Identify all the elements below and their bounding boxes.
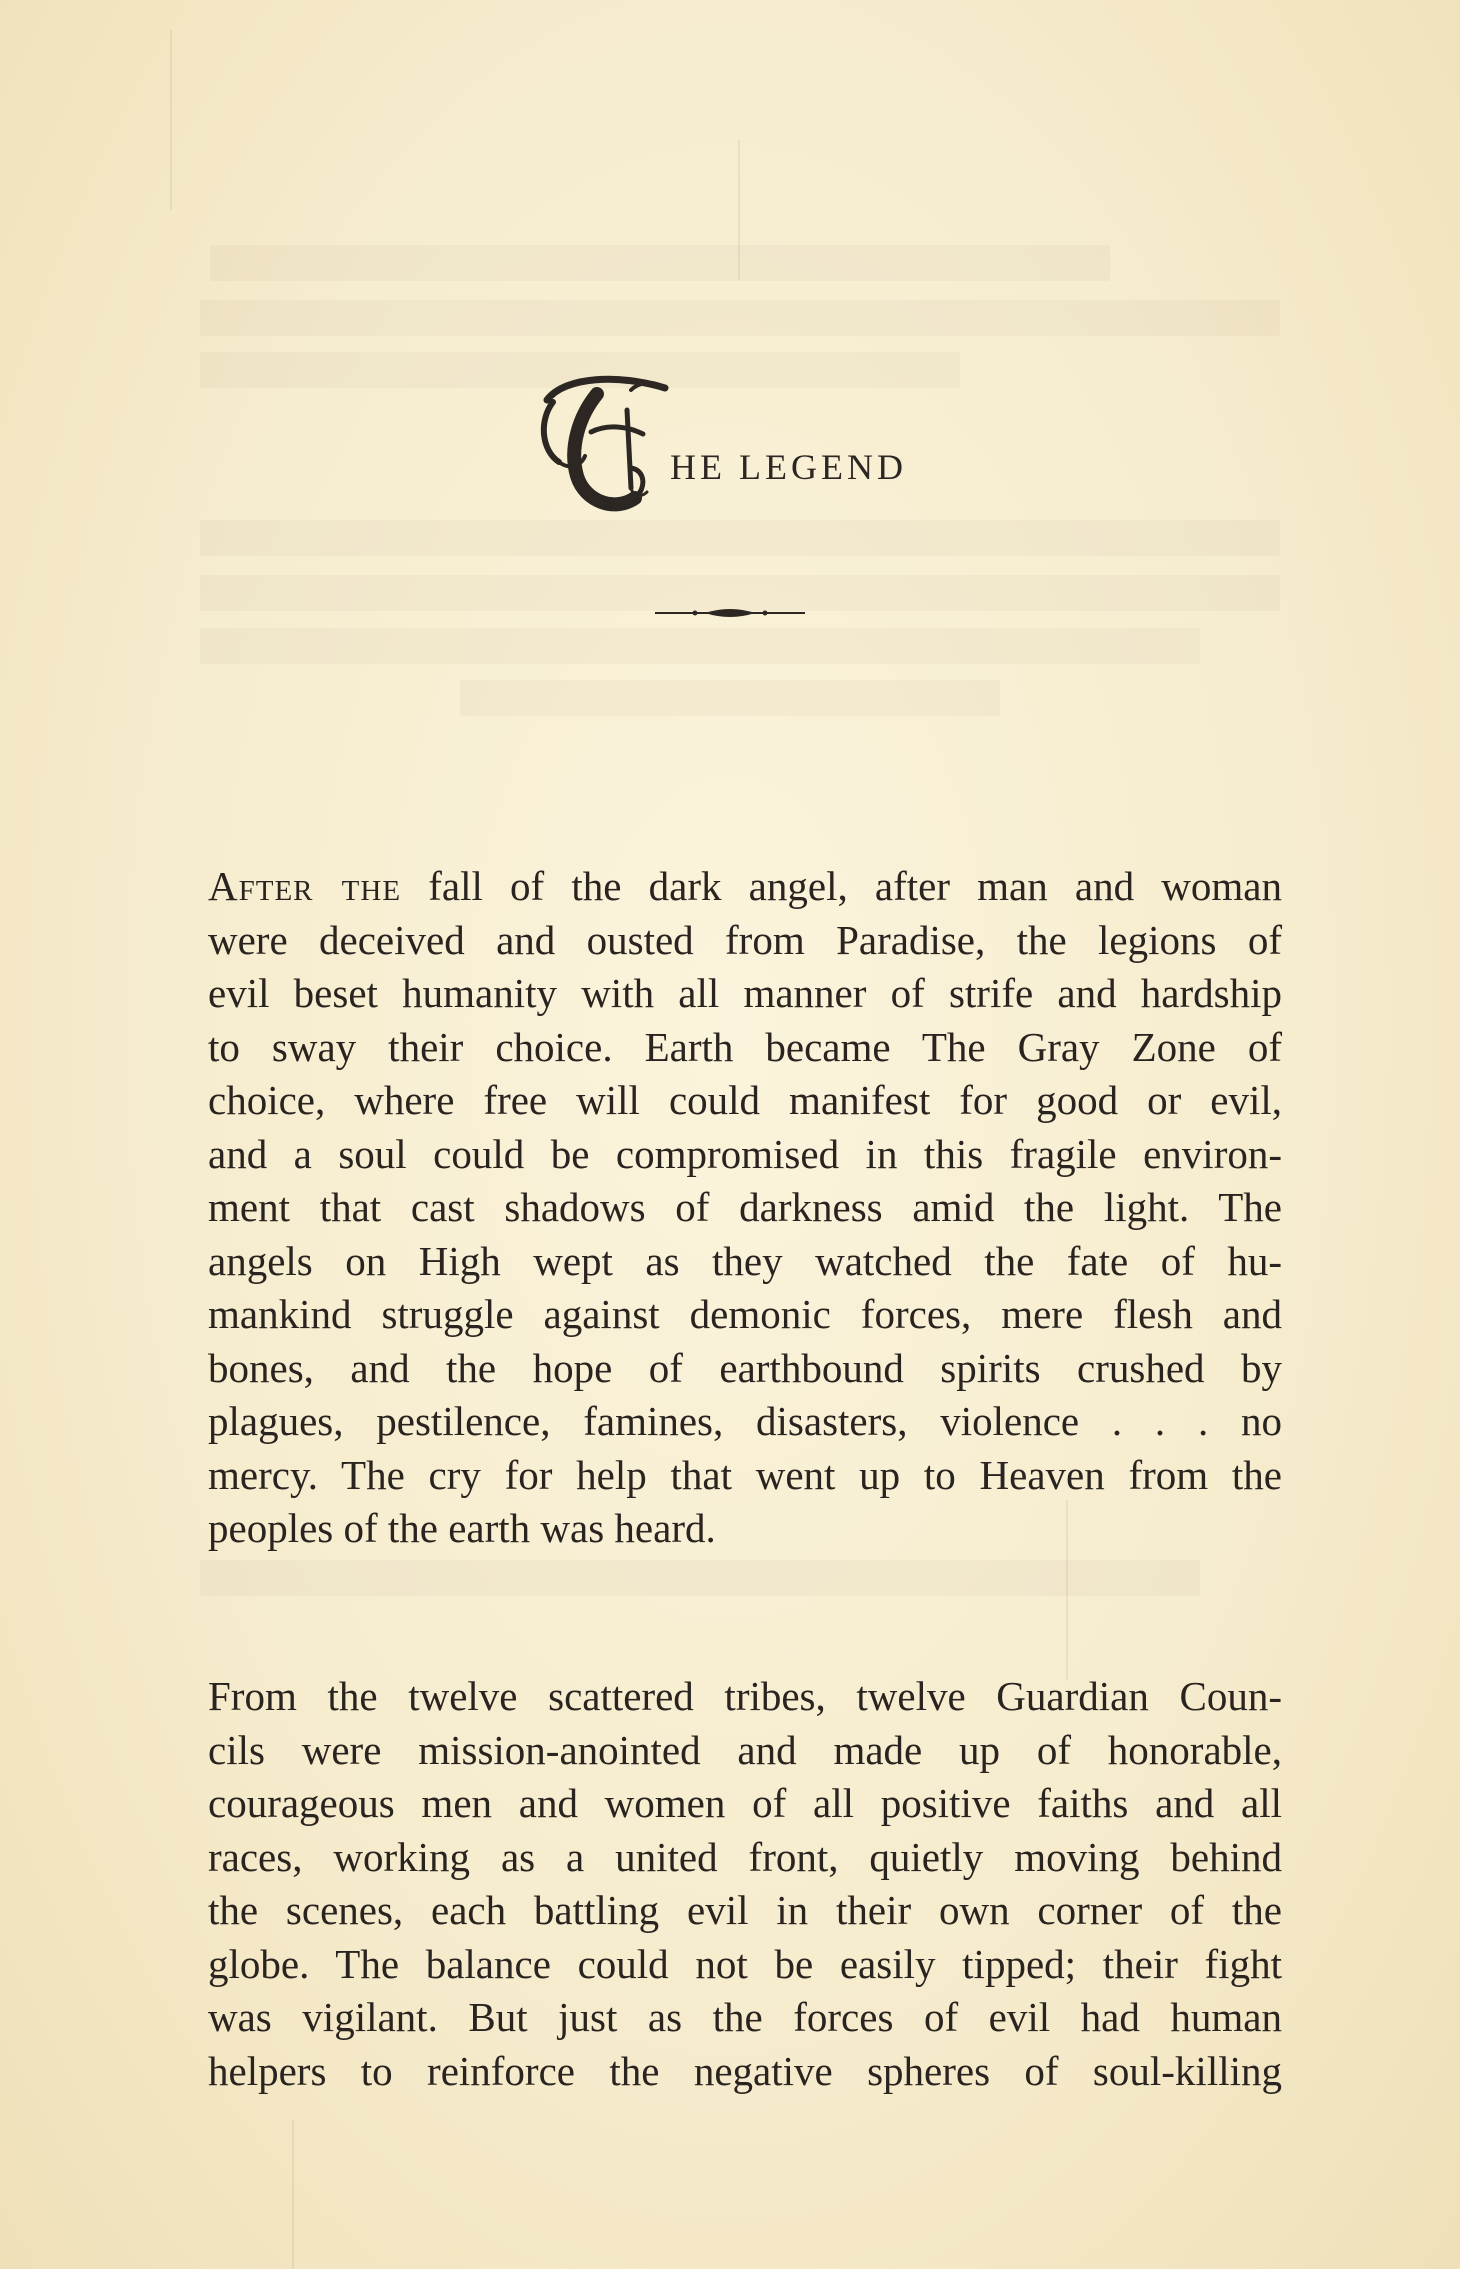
- text-line: were deceived and ousted from Paradise, the legions of: [208, 916, 1282, 963]
- text-line: races, working as a united front, quietly moving behind: [208, 1833, 1282, 1880]
- text-line: After the fall of the dark angel, after man and woman: [208, 863, 1282, 909]
- text-line: choice, where free will could manifest for good or evil,: [208, 1077, 1282, 1123]
- lead-in: After the: [208, 863, 402, 909]
- text-line: cils were mission-anointed and made up of honorable,: [208, 1726, 1282, 1773]
- text-line: and a soul could be compromised in this fragile environ-: [208, 1130, 1282, 1177]
- text-line: the scenes, each battling evil in their own corner of the: [208, 1887, 1282, 1933]
- ornamental-divider-icon: [655, 605, 805, 621]
- show-through: [200, 1560, 1200, 1596]
- text-line: to sway their choice. Earth became The Gray Zone of: [208, 1023, 1282, 1070]
- paragraph-2: [208, 1670, 1282, 2098]
- paragraph-1: [208, 860, 1282, 1556]
- text-line: mankind struggle against demonic forces, mere flesh and: [208, 1291, 1282, 1337]
- text-line: mercy. The cry for help that went up to Heaven from the: [208, 1451, 1282, 1498]
- text-line: ment that cast shadows of darkness amid the light. The: [208, 1184, 1282, 1230]
- text-line: was vigilant. But just as the forces of evil had human: [208, 1994, 1282, 2040]
- chapter-heading: [535, 370, 1035, 520]
- paper-crease: [292, 2120, 294, 2269]
- text-line: bones, and the hope of earthbound spirits crushed by: [208, 1344, 1282, 1391]
- show-through: [200, 520, 1280, 556]
- text-line: courageous men and women of all positive faiths and all: [208, 1780, 1282, 1826]
- show-through: [200, 628, 1200, 664]
- text-line: globe. The balance could not be easily tipped; their fight: [208, 1940, 1282, 1987]
- text-line: plagues, pestilence, famines, disasters, violence . . . no: [208, 1398, 1282, 1444]
- show-through: [460, 680, 1000, 716]
- text-line: evil beset humanity with all manner of strife and hardship: [208, 970, 1282, 1016]
- text-line: From the twelve scattered tribes, twelve Guardian Coun-: [208, 1673, 1282, 1719]
- text-line: helpers to reinforce the negative spheres of soul-killing: [208, 2047, 1282, 2094]
- paper-crease: [738, 140, 740, 280]
- show-through: [200, 300, 1280, 336]
- text-line: peoples of the earth was heard.: [208, 1505, 716, 1551]
- show-through: [210, 245, 1110, 281]
- text-line: angels on High wept as they watched the fate of hu-: [208, 1237, 1282, 1284]
- dropcap-t-icon: [535, 370, 675, 520]
- paper-crease: [170, 30, 172, 210]
- chapter-title: HE LEGEND: [670, 447, 907, 487]
